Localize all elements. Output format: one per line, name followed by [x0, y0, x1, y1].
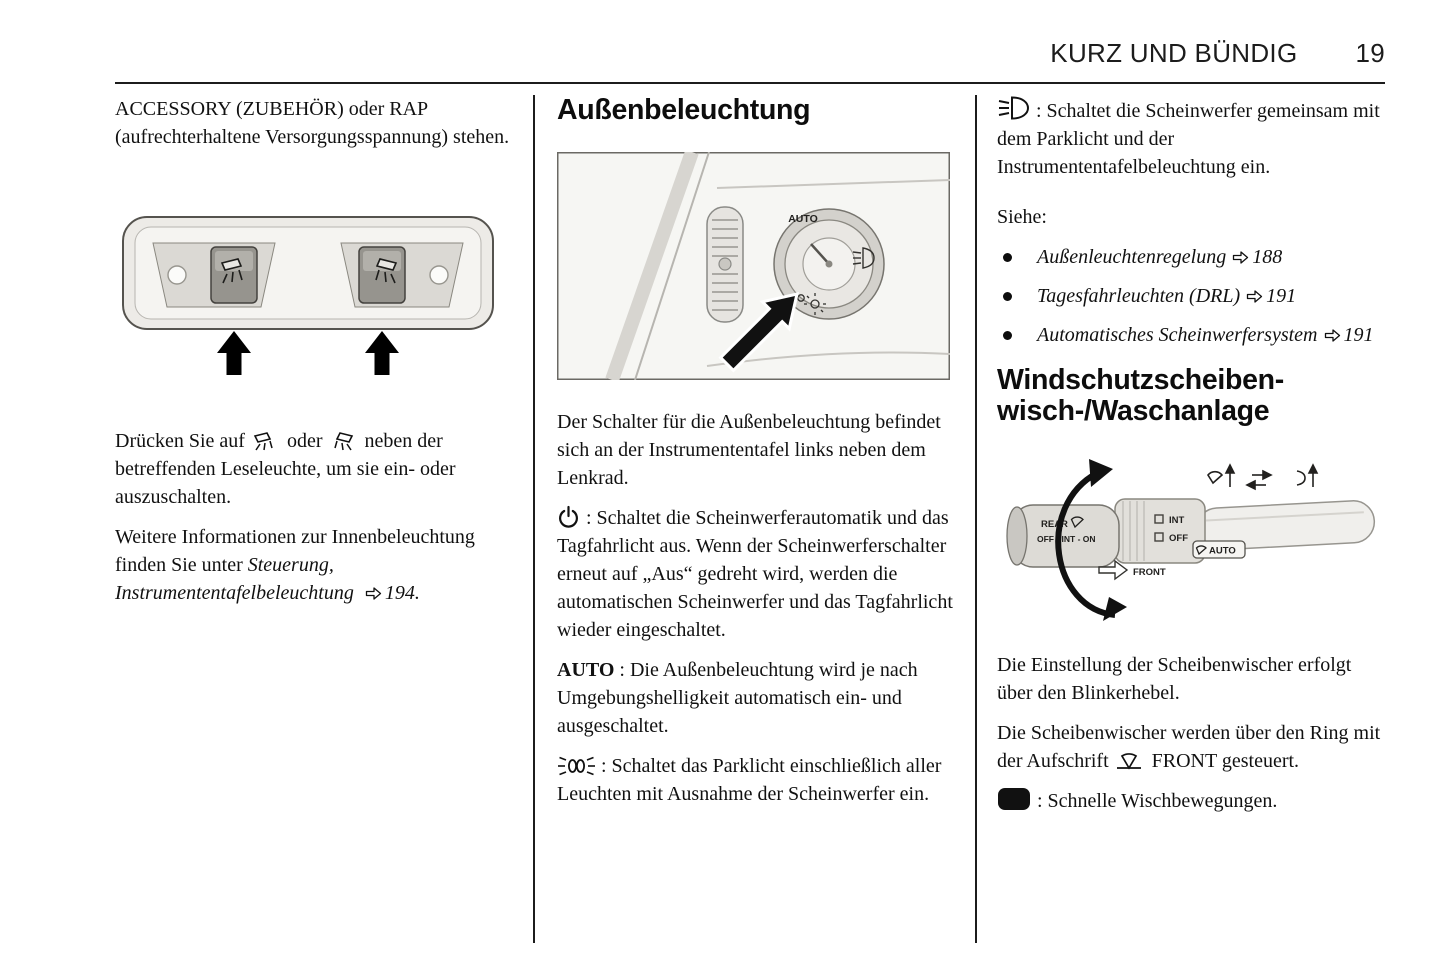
reading-lamp-left-icon [251, 432, 278, 451]
accessory-paragraph: ACCESSORY (ZUBEHÖR) oder RAP (aufrechterhaltene Versorgungsspannung) stehen. [115, 98, 510, 148]
heading-line-1: Windschutzscheiben- [997, 364, 1284, 396]
column-left [115, 95, 513, 619]
section-heading-wipers [997, 365, 1387, 427]
headlight-switch-illustration [557, 152, 955, 388]
headlight-switch-drawing [557, 152, 950, 380]
wiper-ring-pre: Die Scheibenwischer werden über den Ring mit der Aufschrift [997, 722, 1381, 772]
stalk-front-label: FRONT [1133, 567, 1166, 578]
page-ref-arrow-icon [1246, 289, 1263, 304]
page-ref-arrow-icon [1324, 328, 1341, 343]
see-label: Siehe: [997, 206, 1047, 228]
power-mode-text: : Schaltet die Scheinwerferautomatik und das Tagfahrlicht aus. Wenn der Scheinwerferschalter erneut auf „Aus“ gedreht wird, werden die automatischen Scheinwerfer und das Tagfahrlicht wieder eingeschaltet. [557, 507, 953, 641]
parking-light-icon [557, 756, 595, 776]
reading-lamp-right-icon [329, 432, 356, 451]
reference-title: Außenleuchtenregelung [1037, 246, 1227, 268]
up-arrow-icon [365, 331, 399, 375]
auto-mode-paragraph [557, 656, 955, 740]
wiper-ring-paragraph [997, 719, 1387, 775]
page-reference [1324, 324, 1374, 346]
column-right [997, 95, 1387, 827]
more-info-pre: Weitere Informationen zur Innenbeleuchtung finden Sie unter [115, 526, 475, 576]
wiper-ring-post: gesteuert. [1221, 750, 1300, 772]
page-reference [1246, 285, 1296, 307]
page-ref-arrow-icon [1232, 250, 1249, 265]
knob-auto-label: AUTO [788, 213, 818, 225]
fast-wipe-paragraph [997, 787, 1387, 815]
reference-item [997, 321, 1387, 349]
press-text-pre: Drücken Sie auf [115, 430, 245, 452]
column-divider-2 [975, 95, 977, 943]
stalk-auto-label: AUTO [1209, 545, 1236, 557]
page-ref-number: 188 [1252, 246, 1283, 268]
wiper-setting-paragraph: Die Einstellung der Scheibenwischer erfolgt über den Blinkerhebel. [997, 654, 1352, 704]
headlight-on-paragraph [997, 95, 1387, 181]
auto-label: AUTO [557, 659, 615, 681]
press-paragraph [115, 427, 513, 511]
reference-item [997, 282, 1387, 310]
reading-lamp-drawing [115, 211, 503, 379]
heading-line-2: wisch-/Waschanlage [997, 395, 1270, 427]
page-ref-number: 191 [1343, 324, 1374, 346]
press-text-post: neben der betreffenden Leseleuchte, um sie ein- oder auszuschalten. [115, 430, 456, 508]
page-ref-number: 194. [384, 582, 420, 604]
reading-lamp-illustration [115, 211, 513, 387]
page-ref-number: 191 [1266, 285, 1297, 307]
reference-title: Automatisches Scheinwerfersystem [1037, 324, 1318, 346]
auto-mode-text: : Die Außenbeleuchtung wird je nach Umgebungshelligkeit automatisch ein- und ausgeschaltet. [557, 659, 918, 737]
section-heading-exterior-lighting: Außenbeleuchtung [557, 94, 811, 126]
stalk-mode-label: OFF - INT - ON [1037, 534, 1096, 544]
reference-item [997, 243, 1387, 271]
column-middle [557, 95, 955, 820]
reference-list [997, 243, 1387, 349]
wiper-icon [1115, 751, 1143, 771]
headlight-on-text: : Schaltet die Scheinwerfer gemeinsam mit dem Parklicht und der Instrumententafelbeleuchtung ein. [997, 100, 1380, 178]
more-info-reference-title: Steuerung, Instrumententafelbeleuchtung [115, 554, 354, 604]
power-icon [557, 505, 580, 528]
fast-wipe-text: : Schnelle Wischbewegungen. [1037, 790, 1278, 812]
page-ref-arrow-icon [365, 586, 382, 601]
stalk-int-label: INT [1169, 515, 1185, 526]
page-reference [365, 582, 420, 604]
reference-title: Tagesfahrleuchten (DRL) [1037, 285, 1241, 307]
header-rule [115, 82, 1385, 84]
wiper-ring-front: FRONT [1151, 750, 1217, 772]
page-reference [1232, 246, 1282, 268]
parking-light-text: : Schaltet das Parklicht einschließlich aller Leuchten mit Ausnahme der Scheinwerfer ein. [557, 755, 942, 805]
wiper-stalk-illustration [997, 449, 1387, 635]
press-text-mid: oder [286, 430, 323, 452]
switch-location-paragraph: Der Schalter für die Außenbeleuchtung befindet sich an der Instrumententafel links neben dem Lenkrad. [557, 411, 941, 489]
column-divider-1 [533, 95, 535, 943]
stalk-off-label: OFF [1169, 533, 1188, 544]
more-info-paragraph [115, 523, 513, 607]
section-title: KURZ UND BÜNDIG [1050, 38, 1298, 68]
headlight-beam-icon [997, 95, 1030, 121]
stalk-rear-label: REAR [1041, 519, 1068, 530]
page-header [115, 38, 1385, 69]
fast-wipe-icon [997, 787, 1031, 811]
power-mode-paragraph [557, 504, 955, 644]
page-number: 19 [1355, 38, 1385, 68]
wiper-stalk-drawing [997, 449, 1387, 627]
parking-light-paragraph [557, 752, 955, 808]
up-arrow-icon [217, 331, 251, 375]
